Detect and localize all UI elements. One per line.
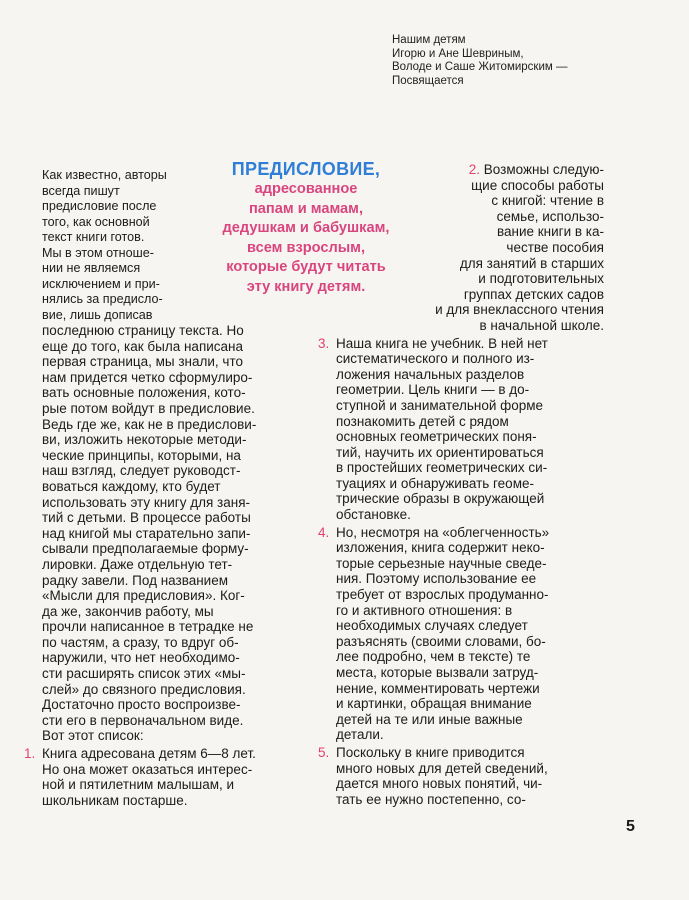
text-line: рые потом войдут в предисловие. — [42, 400, 255, 416]
text-line: сти его в первоначальном виде. — [42, 712, 244, 728]
text-line: ческие принципы, которыми, на — [42, 447, 241, 463]
text-line: сти расширять список этих «мы- — [42, 666, 246, 682]
text-line: ния. Поэтому использование ее — [336, 571, 537, 587]
text-line: последнюю страницу текста. Но — [42, 323, 244, 338]
text-line: по частям, а сразу, то вдруг об- — [42, 634, 239, 650]
text-line: детей на те или иные важные — [336, 711, 523, 727]
text-line: Достаточно просто воспроизве- — [42, 697, 241, 713]
dedication-line: Нашим детям — [392, 34, 466, 46]
list-item — [22, 746, 300, 808]
text-line: «Мысли для предисловия». Ког- — [42, 588, 245, 604]
text-line: да же, закончив работу, мы — [42, 603, 214, 619]
list-item — [316, 162, 604, 334]
text-line: Ведь где же, как не в предислови- — [42, 416, 257, 432]
text-line: Вот этот список: — [42, 728, 144, 744]
list-item-number: 2. — [468, 162, 481, 177]
left-list — [24, 746, 300, 808]
text-line: наш взгляд, следует руководст- — [42, 463, 241, 479]
text-line: нии не являемся — [42, 261, 141, 275]
page-number: 5 — [626, 818, 635, 835]
list-item-number: 4. — [318, 524, 330, 540]
list-item-number: 5. — [318, 744, 330, 760]
text-line: систематического и полного из- — [336, 351, 535, 367]
text-line: с книгой: чтение в — [491, 193, 604, 209]
text-line: тать ее нужно постепенно, со- — [336, 791, 526, 807]
text-line: ложения начальных разделов — [336, 366, 525, 382]
text-line: всегда пишут — [42, 183, 120, 198]
text-line-content: Возможны следую- — [483, 162, 604, 177]
text-line: щие способы работы — [471, 177, 604, 193]
text-line: еще до того, как была написана — [42, 338, 244, 354]
text-line: обстановке. — [336, 507, 411, 523]
text-line: основных геометрических поня- — [336, 429, 537, 445]
text-line: Но, несмотря на «облегченность» — [336, 524, 550, 540]
body-paragraph — [42, 323, 300, 744]
dedication-line: Посвящается — [392, 74, 464, 87]
text-line: для занятий в старших — [459, 255, 604, 271]
text-line: вать основные положения, кото- — [42, 385, 246, 401]
text-line: того, как основной — [42, 214, 150, 229]
text-line: познакомить детей с рядом — [336, 413, 509, 429]
text-line: Но она может оказаться интерес- — [42, 761, 253, 777]
text-line: Книга адресована детям 6—8 лет. — [42, 746, 256, 762]
text-line: требует от взрослых продуманно- — [336, 587, 549, 603]
text-line: ви, изложить некоторые методи- — [42, 432, 247, 448]
text-line: предисловие после — [42, 199, 157, 213]
text-line: слей» до связного предисловия. — [42, 681, 246, 697]
list-item — [316, 525, 604, 743]
preface-subtitle-line: дедушкам и бабушкам, — [222, 220, 390, 236]
preface-title: ПРЕДИСЛОВИЕ, — [231, 159, 381, 179]
text-line: вие, лишь дописав — [42, 307, 153, 322]
text-line: Поскольку в книге приводится — [336, 744, 525, 760]
text-line: дается много новых понятий, чи- — [336, 776, 543, 792]
text-line: текст книги готов. — [42, 230, 145, 244]
list-item — [316, 745, 604, 807]
text-line: радку завели. Под названием — [42, 572, 229, 588]
list-item — [316, 336, 604, 523]
text-line: туациях и обнаруживать геоме- — [336, 475, 534, 491]
text-line: нение, комментировать чертежи — [336, 680, 540, 696]
text-line: нялись за предисло- — [42, 292, 163, 306]
preface-subtitle-line: которые будут читать — [226, 259, 386, 275]
text-line: вание книги в ка- — [496, 224, 604, 240]
text-line: тий, научить их ориентироваться — [336, 444, 544, 460]
text-line: Мы в этом отноше- — [42, 245, 154, 260]
text-line: над книгой мы старательно запи- — [42, 525, 251, 541]
text-line: честве пособия — [506, 239, 604, 255]
text-line: изложения, книга содержит неко- — [336, 540, 545, 556]
preface-subtitle-line: адресованное — [254, 181, 358, 197]
dedication — [392, 34, 652, 88]
text-line: использовать эту книгу для заня- — [42, 494, 250, 510]
text-line: места, которые вызвали затруд- — [336, 665, 539, 680]
text-line: детали. — [336, 727, 384, 743]
text-line: трические образы в окружающей — [336, 491, 545, 507]
text-line: и картинки, обращая внимание — [336, 696, 532, 712]
list-item-number: 1. — [24, 746, 36, 762]
text-line: первая страница, мы знали, что — [42, 354, 243, 370]
intro-paragraph — [42, 168, 182, 323]
text-line: школьникам постарше. — [42, 792, 188, 808]
right-column — [316, 162, 604, 807]
list-item-number: 3. — [318, 335, 330, 351]
text-line: много новых для детей сведений, — [336, 760, 548, 776]
text-line: в начальной школе. — [479, 317, 604, 333]
text-line: ной и пятилетним малышам, и — [42, 777, 235, 793]
dedication-line: Игорю и Ане Шевриным, — [392, 47, 524, 60]
text-line: сывали предполагаемые форму- — [42, 541, 249, 557]
text-line: группах детских садов — [463, 286, 604, 302]
text-line: лировки. Даже отдельную тет- — [42, 556, 233, 572]
text-line: Как известно, авторы — [42, 168, 167, 182]
text-line: в простейших геометрических си- — [336, 460, 548, 476]
preface-subtitle-line: папам и мамам, — [248, 200, 364, 217]
left-column — [24, 168, 300, 808]
text-line: и подготовительных — [478, 271, 604, 287]
preface-subtitle-line: всем взрослым, — [246, 239, 366, 256]
text-line: Наша книга не учебник. В ней нет — [336, 335, 548, 351]
text-line: геометрии. Цель книги — в до- — [336, 382, 530, 398]
text-line: семье, использо- — [496, 208, 604, 224]
text-line: прочли написанное в тетрадке не — [42, 619, 254, 635]
preface-subtitle-line: эту книгу детям. — [246, 278, 366, 295]
dedication-line: Володе и Саше Житомирским — — [392, 61, 568, 73]
text-line: нам придется четко сформулиро- — [42, 369, 253, 385]
text-line: го и активного отношения: в — [336, 602, 513, 618]
text-line: и для внеклассного чтения — [435, 302, 604, 318]
text-line: воваться каждому, кто будет — [42, 478, 221, 494]
text-line: ступной и занимательной форме — [336, 397, 544, 413]
text-line: необходимых случаях следует — [336, 618, 528, 634]
text-line: исключением и при- — [42, 276, 160, 291]
text-line: лее подробно, чем в тексте) те — [336, 649, 531, 665]
text-line: тий с детьми. В процессе работы — [42, 510, 251, 526]
text-line: наружили, что нет необходимо- — [42, 650, 240, 666]
text-line — [316, 162, 604, 178]
text-line: торые серьезные научные сведе- — [336, 555, 547, 571]
text-line: разъяснять (своими словами, бо- — [336, 633, 546, 649]
